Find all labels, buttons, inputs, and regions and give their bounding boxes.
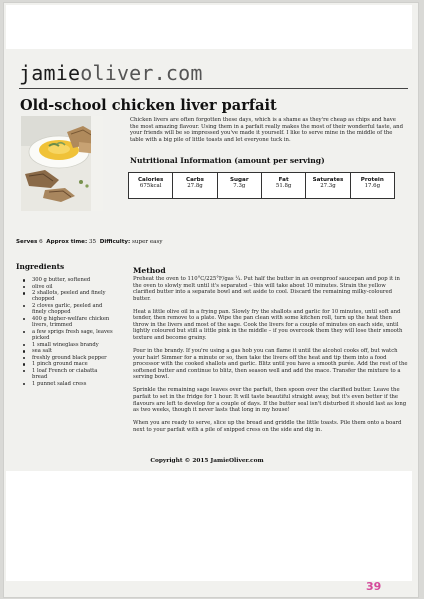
nutrition-label: Protein: [360, 177, 384, 183]
nutrition-label: Saturates: [312, 177, 344, 183]
recipe-intro: Chicken livers are often forgotten these days, which is a shame as they're cheap as chips and have the most amazing flavour. Using them in a parfait really makes the most of their wonderful taste, and your friends will be so impressed you've made it yourself. I like to serve mine in the middle of the table with a big pile of little toasts and let everyone tuck in.: [130, 117, 403, 143]
nutrition-cell-fat: [262, 173, 306, 198]
top-strip: [6, 5, 412, 49]
site-logo: [19, 61, 203, 85]
difficulty-label: Difficulty:: [99, 239, 131, 245]
logo-suffix: oliver.com: [80, 61, 203, 85]
parfait-photo-illustration: [21, 116, 103, 211]
recipe-photo: [21, 116, 103, 211]
method-step: Heat a little olive oil in a frying pan. Slowly fry the shallots and garlic for 10 minutes, until soft and tender, then remove to a plate. Wipe the pan clean with some kitchen roll, turn up the heat then throw in the livers and most of the sage. Cook the livers for a couple of minutes on each side, until lightly coloured but still a little pink in the middle – if you overcook them they will lose their smooth texture and become grainy.: [133, 308, 403, 341]
ingredient-item: 1 pinch ground mace: [21, 361, 113, 367]
serves-value: 6: [39, 239, 43, 245]
method-heading: Method: [133, 266, 166, 275]
nutrition-value: 27.3g: [320, 183, 336, 190]
ingredient-item: 1 loaf French or ciabatta bread: [21, 368, 113, 381]
ingredients-list: [21, 277, 113, 387]
header-rule: [19, 88, 408, 89]
nutrition-cell-protein: [351, 173, 394, 198]
nutrition-value: 675kcal: [139, 183, 162, 190]
nutrition-label: Sugar: [230, 177, 249, 183]
nutrition-heading: Nutritional Information (amount per serving): [130, 156, 325, 165]
ingredient-item: a few sprigs fresh sage, leaves picked: [21, 329, 113, 342]
nutrition-label: Fat: [278, 177, 289, 183]
ingredient-item: olive oil: [21, 284, 113, 290]
nutrition-cell-carbs: [173, 173, 217, 198]
ingredient-item: 400 g higher-welfare chicken livers, trimmed: [21, 316, 113, 329]
recipe-meta: [16, 239, 163, 245]
nutrition-value: 51.8g: [275, 183, 292, 190]
method-step: Sprinkle the remaining sage leaves over the parfait, then spoon over the clarified butter. Leave the parfait to set in the fridge for 1 hour. It will taste beautiful straight away, but it's even better if the flavours are left to develop for a couple of days. If the butter seal isn't disturbed it should last as long as two weeks, though it never lasts that long in my house!: [133, 387, 407, 414]
ingredient-item: 1 small wineglass brandy: [21, 342, 113, 348]
difficulty-value: super easy: [132, 239, 163, 245]
page-number: 39: [366, 580, 382, 593]
recipe-title: Old-school chicken liver parfait: [20, 97, 277, 114]
ingredient-item: sea salt: [21, 348, 113, 354]
time-value: 35: [89, 239, 97, 245]
ingredients-heading: Ingredients: [16, 262, 65, 271]
method-step: Preheat the oven to 110°C/225°F/gas ¼. Put half the butter in an ovenproof saucepan and pop it in the oven to slowly melt until it's separated – this will take about 10 minutes. Strain the yellow clarified butter into a separate bowl and set aside to cool. Discard the remaining milky-coloured butter.: [133, 276, 400, 302]
nutrition-label: Carbs: [186, 177, 204, 183]
serves-label: Serves: [16, 239, 38, 245]
method-steps: [133, 276, 409, 440]
bottom-strip: [6, 471, 412, 581]
method-step: Pour in the brandy. If you're using a gas hob you can flame it until the alcohol cooks off, but watch your hair! Simmer for a minute or so, then take the livers off the heat and tip them into a food processor with the cooked shallots and garlic. Blitz until you have a smooth purée. Add the rest of the softened butter and continue to blitz, then season well and add the mace. Transfer the mixture to a serving bowl.: [133, 348, 408, 381]
nutrition-label: Calories: [137, 177, 164, 183]
nutrition-value: 17.6g: [364, 183, 381, 190]
method-step: When you are ready to serve, slice up the bread and griddle the little toasts. Pile them onto a board next to your parfait with a pile of snipped cress on the side and dig in.: [133, 420, 402, 433]
time-label: Approx time:: [46, 239, 88, 245]
copyright: Copyright © 2015 JamieOliver.com: [150, 458, 264, 464]
ingredient-item: freshly ground black pepper: [21, 355, 113, 361]
logo-name: jamie: [19, 61, 81, 85]
nutrition-value: 7.3g: [233, 183, 246, 190]
ingredient-item: 2 cloves garlic, peeled and finely chopped: [21, 303, 113, 316]
ingredient-item: 2 shallots, peeled and finely chopped: [21, 290, 113, 303]
nutrition-table: [128, 172, 395, 199]
nutrition-cell-saturates: [306, 173, 350, 198]
nutrition-cell-calories: [129, 173, 173, 198]
ingredient-item: 300 g butter, softened: [21, 277, 113, 283]
nutrition-cell-sugar: [218, 173, 262, 198]
nutrition-value: 27.8g: [187, 183, 203, 190]
ingredient-item: 1 punnet salad cress: [21, 381, 113, 387]
